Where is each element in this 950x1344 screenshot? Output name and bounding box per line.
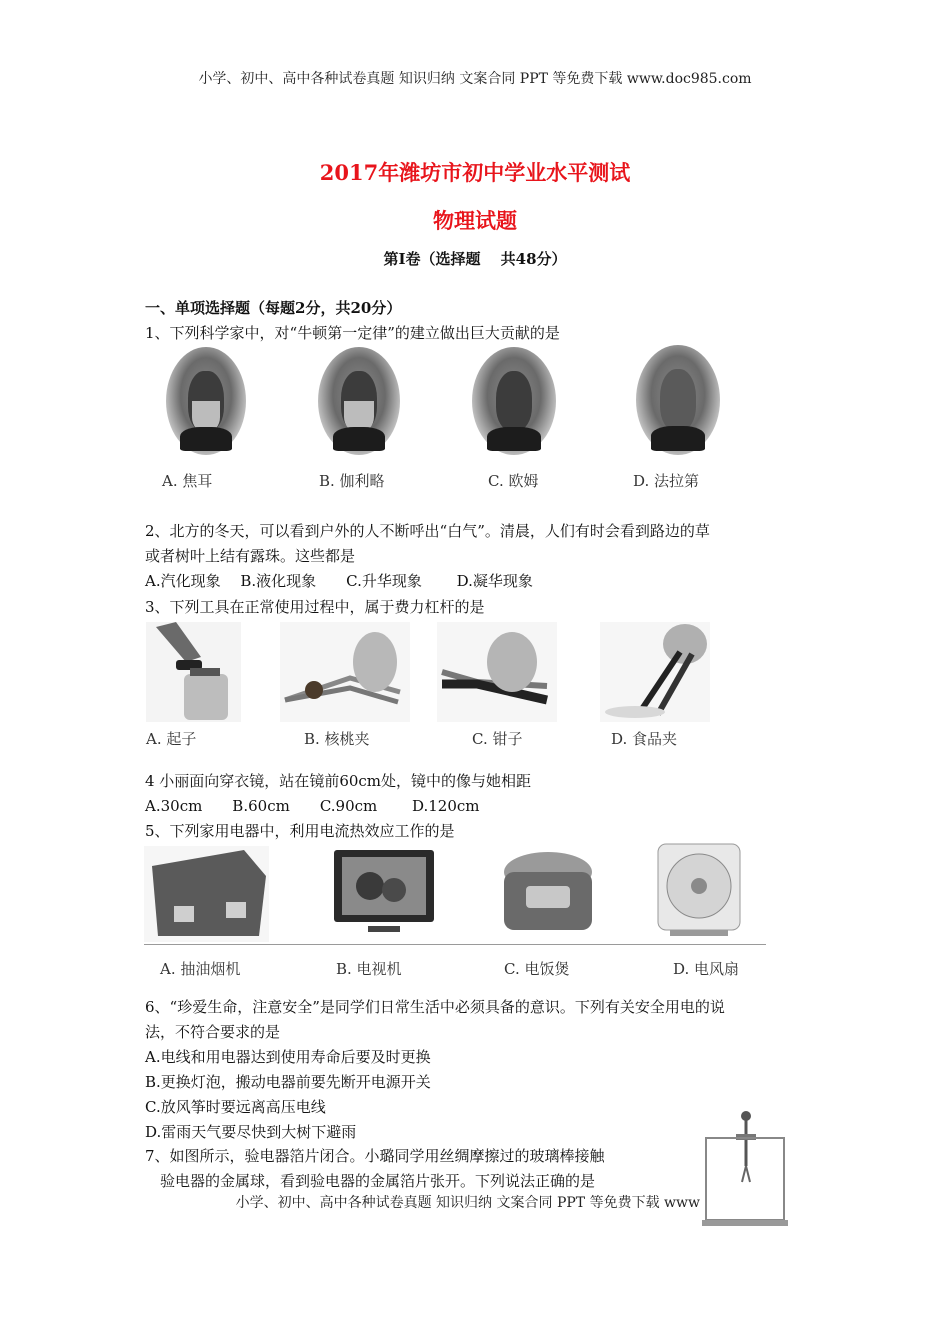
q1-caption-a: A. 焦耳 <box>162 472 213 490</box>
q3-caption-c: C. 钳子 <box>472 730 523 748</box>
question-4-text: 4 小丽面向穿衣镜，站在镜前60cm处，镜中的像与她相距 <box>145 772 532 790</box>
q1-caption-c: C. 欧姆 <box>488 472 539 490</box>
question-6-option-c: C.放风筝时要远离高压电线 <box>145 1098 326 1116</box>
portrait-joule-image <box>166 347 246 455</box>
food-tongs-image <box>600 622 710 722</box>
electric-fan-image <box>650 840 746 940</box>
question-2-line-1: 2、北方的冬天，可以看到户外的人不断呼出“白气”。清晨，人们有时会看到路边的草 <box>145 522 710 540</box>
question-7-line-2: 验电器的金属球，看到验电器的金属箔片张开。下列说法正确的是 <box>160 1172 596 1190</box>
portrait-galileo-image <box>318 347 400 455</box>
q3-caption-d: D. 食品夹 <box>611 730 678 748</box>
question-1-text: 1、下列科学家中，对“牛顿第一定律”的建立做出巨大贡献的是 <box>145 324 560 342</box>
nutcracker-image <box>280 622 410 722</box>
appliance-divider <box>144 944 766 945</box>
q5-caption-d: D. 电风扇 <box>673 960 740 978</box>
bottle-opener-image <box>146 622 241 722</box>
q1-caption-d: D. 法拉第 <box>633 472 700 490</box>
portrait-ohm-image <box>472 347 556 455</box>
question-6-line-2: 法，不符合要求的是 <box>145 1023 281 1041</box>
page-header-banner: 小学、初中、高中各种试卷真题 知识归纳 文案合同 PPT 等免费下载 www.doc985.com <box>198 71 752 87</box>
question-3-text: 3、下列工具在正常使用过程中，属于费力杠杆的是 <box>145 598 485 616</box>
q3-caption-a: A. 起子 <box>146 730 197 748</box>
q3-caption-b: B. 核桃夹 <box>304 730 370 748</box>
q5-caption-c: C. 电饭煲 <box>504 960 570 978</box>
q5-caption-a: A. 抽油烟机 <box>160 960 241 978</box>
exam-title: 2017年潍坊市初中学业水平测试 <box>319 160 631 185</box>
pliers-image <box>437 622 557 722</box>
section-heading: 一、单项选择题（每题2分，共20分） <box>145 299 402 317</box>
range-hood-image <box>144 846 269 942</box>
page-footer-banner: 小学、初中、高中各种试卷真题 知识归纳 文案合同 PPT 等免费下载 www <box>235 1195 700 1211</box>
question-5-text: 5、下列家用电器中，利用电流热效应工作的是 <box>145 822 455 840</box>
question-2-options: A.汽化现象 B.液化现象 C.升华现象 D.凝华现象 <box>145 572 533 590</box>
portrait-faraday-image <box>636 345 720 455</box>
q1-caption-b: B. 伽利略 <box>319 472 385 490</box>
question-6-option-a: A.电线和用电器达到使用寿命后要及时更换 <box>145 1048 431 1066</box>
question-6-line-1: 6、“珍爱生命，注意安全”是同学们日常生活中必须具备的意识。下列有关安全用电的说 <box>145 998 725 1016</box>
electroscope-image <box>700 1108 792 1230</box>
question-4-options: A.30cm B.60cm C.90cm D.120cm <box>145 797 480 815</box>
television-image <box>328 846 440 942</box>
q5-caption-b: B. 电视机 <box>336 960 402 978</box>
question-2-line-2: 或者树叶上结有露珠。这些都是 <box>145 547 356 565</box>
question-7-line-1: 7、如图所示，验电器箔片闭合。小璐同学用丝绸摩擦过的玻璃棒接触 <box>145 1147 605 1165</box>
question-6-option-b: B.更换灯泡，搬动电器前要先断开电源开关 <box>145 1073 431 1091</box>
question-6-option-d: D.雷雨天气要尽快到大树下避雨 <box>145 1123 357 1141</box>
rice-cooker-image <box>496 846 600 942</box>
exam-subtitle: 物理试题 <box>433 208 517 233</box>
volume-heading: 第Ⅰ卷（选择题 共48分） <box>383 250 567 268</box>
